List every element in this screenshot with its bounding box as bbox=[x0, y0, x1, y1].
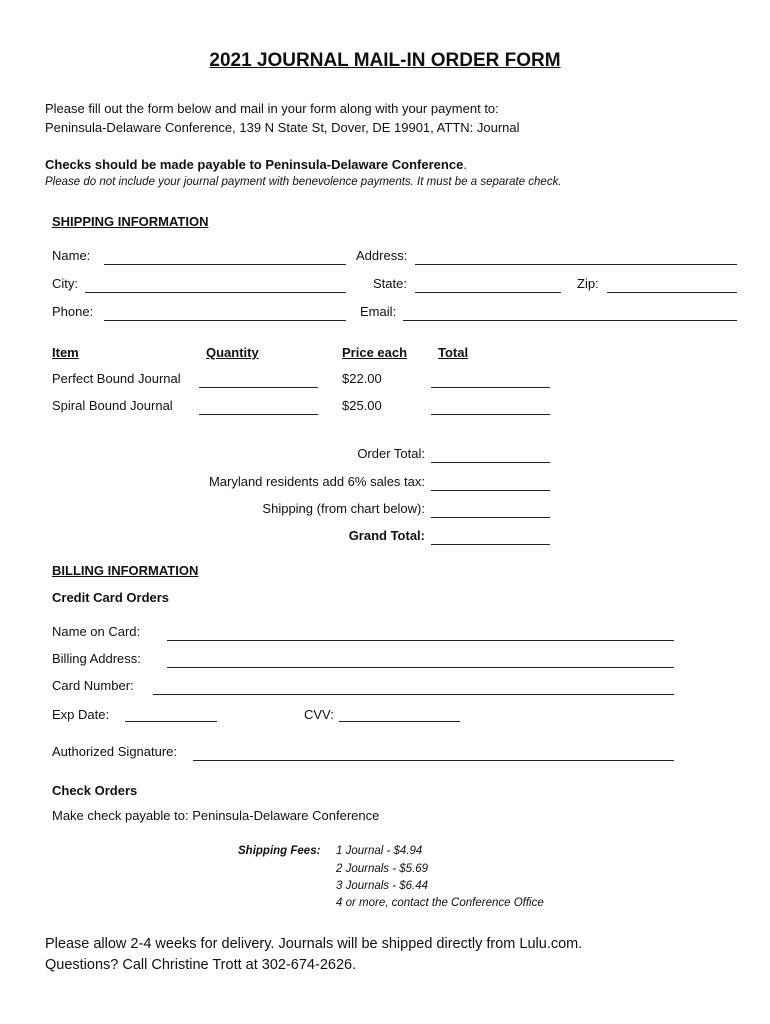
price-header: Price each bbox=[342, 345, 408, 360]
state-label: State: bbox=[373, 276, 407, 291]
order-total-label: Order Total: bbox=[357, 446, 425, 461]
check-payable-text: Make check payable to: Peninsula-Delaware Conference bbox=[52, 808, 380, 823]
email-field[interactable] bbox=[403, 320, 737, 321]
name-on-card-label: Name on Card: bbox=[52, 624, 141, 639]
phone-field[interactable] bbox=[104, 320, 346, 321]
exp-date-field[interactable] bbox=[125, 721, 217, 722]
fee-line: 3 Journals - $6.44 bbox=[336, 880, 429, 892]
name-on-card-field[interactable] bbox=[167, 640, 674, 641]
delivery-note: Please allow 2-4 weeks for delivery. Journals will be shipped directly from Lulu.com. bbox=[45, 936, 583, 952]
billing-heading: BILLING INFORMATION bbox=[52, 563, 199, 578]
quantity-field-perfect-bound[interactable] bbox=[199, 387, 318, 388]
form-title: 2021 JOURNAL MAIL-IN ORDER FORM bbox=[209, 50, 561, 71]
quantity-header: Quantity bbox=[206, 345, 259, 360]
zip-field[interactable] bbox=[607, 292, 737, 293]
signature-label: Authorized Signature: bbox=[52, 744, 178, 759]
shipping-heading: SHIPPING INFORMATION bbox=[52, 214, 209, 229]
intro-line-2: Peninsula-Delaware Conference, 139 N State St, Dover, DE 19901, ATTN: Journal bbox=[45, 120, 520, 135]
checks-payable-notice bbox=[45, 157, 467, 172]
city-label: City: bbox=[52, 276, 78, 291]
credit-card-heading: Credit Card Orders bbox=[52, 590, 170, 605]
benevolence-note: Please do not include your journal payment with benevolence payments. It must be a separate check. bbox=[45, 176, 562, 188]
grand-total-field[interactable] bbox=[431, 544, 550, 545]
checks-payable-period: . bbox=[463, 157, 467, 172]
total-header: Total bbox=[438, 345, 469, 360]
billing-address-label: Billing Address: bbox=[52, 651, 141, 666]
cvv-label: CVV: bbox=[304, 707, 334, 722]
state-field[interactable] bbox=[415, 292, 561, 293]
address-field[interactable] bbox=[415, 264, 737, 265]
intro-line-1: Please fill out the form below and mail in your form along with your payment to: bbox=[45, 101, 499, 116]
contact-note: Questions? Call Christine Trott at 302-674-2626. bbox=[45, 957, 357, 973]
cvv-field[interactable] bbox=[339, 721, 460, 722]
phone-label: Phone: bbox=[52, 304, 94, 319]
zip-label: Zip: bbox=[577, 276, 599, 291]
grand-total-label: Grand Total: bbox=[348, 528, 425, 543]
address-label: Address: bbox=[356, 248, 408, 263]
billing-address-field[interactable] bbox=[167, 667, 674, 668]
total-field-spiral-bound[interactable] bbox=[431, 414, 550, 415]
quantity-field-spiral-bound[interactable] bbox=[199, 414, 318, 415]
sales-tax-field[interactable] bbox=[431, 490, 550, 491]
item-name-perfect-bound: Perfect Bound Journal bbox=[52, 371, 181, 386]
order-total-field[interactable] bbox=[431, 462, 550, 463]
shipping-fees-label: Shipping Fees: bbox=[238, 845, 321, 857]
card-number-label: Card Number: bbox=[52, 678, 134, 693]
name-label: Name: bbox=[52, 248, 91, 263]
email-label: Email: bbox=[360, 304, 397, 319]
check-orders-heading: Check Orders bbox=[52, 783, 138, 798]
fee-line: 1 Journal - $4.94 bbox=[336, 845, 423, 857]
shipping-cost-label: Shipping (from chart below): bbox=[262, 501, 425, 516]
sales-tax-label: Maryland residents add 6% sales tax: bbox=[208, 474, 425, 489]
total-field-perfect-bound[interactable] bbox=[431, 387, 550, 388]
card-number-field[interactable] bbox=[153, 694, 674, 695]
fee-line: 2 Journals - $5.69 bbox=[336, 863, 429, 875]
name-field[interactable] bbox=[104, 264, 346, 265]
item-name-spiral-bound: Spiral Bound Journal bbox=[52, 398, 173, 413]
shipping-cost-field[interactable] bbox=[431, 517, 550, 518]
checks-payable-bold: Checks should be made payable to Peninsula-Delaware Conference bbox=[45, 157, 464, 172]
signature-field[interactable] bbox=[193, 760, 674, 761]
city-field[interactable] bbox=[85, 292, 346, 293]
item-header: Item bbox=[52, 345, 79, 360]
price-spiral-bound: $25.00 bbox=[342, 398, 382, 413]
price-perfect-bound: $22.00 bbox=[342, 371, 382, 386]
exp-date-label: Exp Date: bbox=[52, 707, 110, 722]
fee-line: 4 or more, contact the Conference Office bbox=[336, 897, 544, 909]
